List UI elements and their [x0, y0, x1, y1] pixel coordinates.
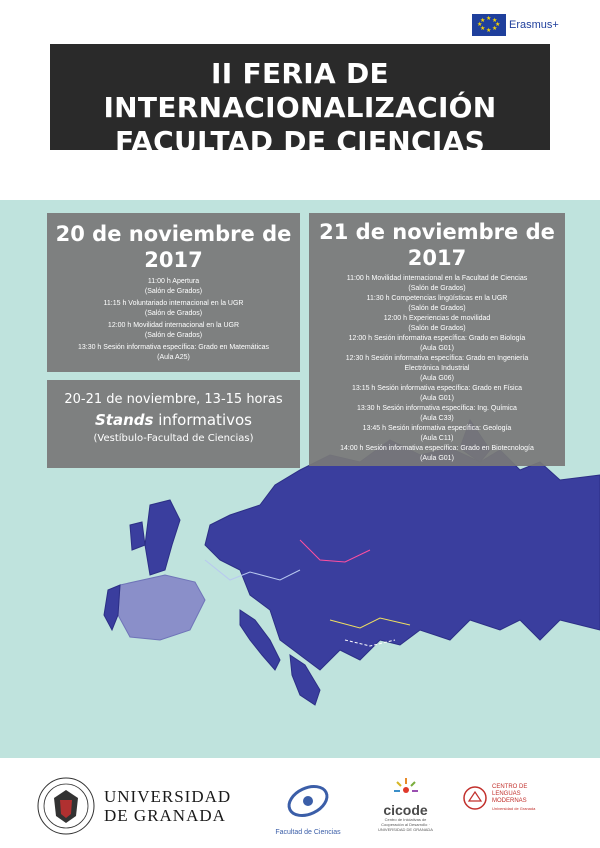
schedule-room: (Aula A25) [157, 354, 190, 361]
schedule-item: 11:00 h Apertura [147, 278, 200, 285]
schedule-room: (Salón de Grados) [144, 332, 203, 339]
schedule-item: 11:30 h Competencias lingüísticas en la UGR [366, 295, 508, 302]
portugal [104, 585, 120, 630]
schedule-item: 11:15 h Voluntariado internacional en la UGR [103, 300, 244, 307]
ugr-logo [36, 776, 231, 836]
ugr-line-1: UNIVERSIDAD [104, 787, 232, 806]
stands-title-rest: informativos [153, 411, 252, 429]
title-line-1: II FERIA DE INTERNACIONALIZACIÓN [103, 57, 497, 124]
facultad-ciencias-caption: Facultad de Ciencias [275, 829, 341, 836]
eu-flag-icon: ★ ★ ★ ★ ★ ★ ★ ★ [472, 14, 506, 36]
ugr-line-2: DE GRANADA [104, 806, 226, 825]
schedule-room: (Aula C11) [420, 435, 454, 442]
schedule-item: 14:00 h Sesión informativa específica: Grado en Biotecnología [340, 445, 534, 452]
ugr-seal-icon [36, 776, 96, 836]
event-title [50, 44, 550, 158]
schedule-item: 13:30 h Sesión informativa específica: Ing. Química [357, 405, 517, 412]
erasmus-logo [472, 14, 559, 36]
clm-line-2: LENGUAS [492, 791, 521, 797]
schedule-item-continued: Electrónica Industrial [404, 365, 470, 372]
facultad-ciencias-orbit-icon [284, 780, 332, 822]
schedule-room: (Aula G01) [420, 345, 454, 352]
title-line-2: FACULTAD DE CIENCIAS [114, 125, 486, 158]
clm-name [492, 784, 535, 812]
schedule-room: (Salón de Grados) [408, 285, 466, 292]
schedule-room: (Salón de Grados) [408, 305, 466, 312]
day-21-heading: 21 de noviembre de 2017 [319, 220, 555, 270]
stands-title-emphasis: Stands [95, 411, 154, 429]
sponsor-footer [0, 758, 600, 848]
clm-line-3: MODERNAS [492, 798, 527, 804]
schedule-room: (Salón de Grados) [408, 325, 466, 332]
schedule-item: 12:00 h Experiencias de movilidad [383, 315, 491, 322]
schedule-item: 11:00 h Movilidad internacional en la Facultad de Ciencias [346, 275, 528, 282]
schedule-room: (Aula G01) [420, 455, 454, 462]
schedule-room: (Salón de Grados) [144, 288, 203, 295]
stands-place: (Vestíbulo-Facultad de Ciencias) [93, 433, 254, 444]
schedule-room: (Aula G06) [420, 375, 454, 382]
day-20-heading: 20 de noviembre de 2017 [55, 222, 292, 272]
schedule-item: 13:30 h Sesión informativa específica: Grado en Matemáticas [77, 344, 270, 351]
clm-line-4: Universidad de Granada [492, 806, 536, 811]
stands-title [47, 409, 300, 431]
spain-highlight [118, 575, 205, 640]
cicode-name: cicode [383, 802, 428, 818]
schedule-room: (Aula G01) [420, 395, 454, 402]
stands-dates: 20-21 de noviembre, 13-15 horas [64, 392, 283, 407]
facultad-ciencias-logo [268, 780, 348, 836]
schedule-item: 12:00 h Movilidad internacional en la UGR [107, 322, 240, 329]
ugr-name [104, 787, 231, 825]
schedule-day-21 [309, 213, 565, 466]
schedule-item: 12:00 h Sesión informativa específica: Grado en Biología [348, 335, 526, 342]
schedule-room: (Aula C33) [420, 415, 454, 422]
clm-line-1: CENTRO DE [492, 784, 528, 790]
clm-logo [462, 784, 535, 812]
day-21-items [309, 274, 565, 464]
cicode-subtitle: Centro de Iniciativas de Cooperación al Desarrollo · UNIVERSIDAD DE GRANADA [378, 817, 433, 832]
erasmus-label: Erasmus+ [509, 19, 559, 31]
clm-emblem-icon [462, 785, 488, 811]
schedule-day-20 [47, 213, 300, 372]
schedule-room: (Salón de Grados) [144, 310, 203, 317]
schedule-item: 13:45 h Sesión informativa específica: Geología [362, 425, 512, 432]
stands-info [47, 380, 300, 468]
day-20-items [47, 277, 300, 363]
schedule-item: 12:30 h Sesión informativa específica: Grado en Ingeniería [345, 355, 529, 362]
cicode-logo [378, 776, 433, 832]
schedule-item: 13:15 h Sesión informativa específica: Grado en Física [351, 385, 523, 392]
cicode-sun-icon [391, 776, 421, 798]
